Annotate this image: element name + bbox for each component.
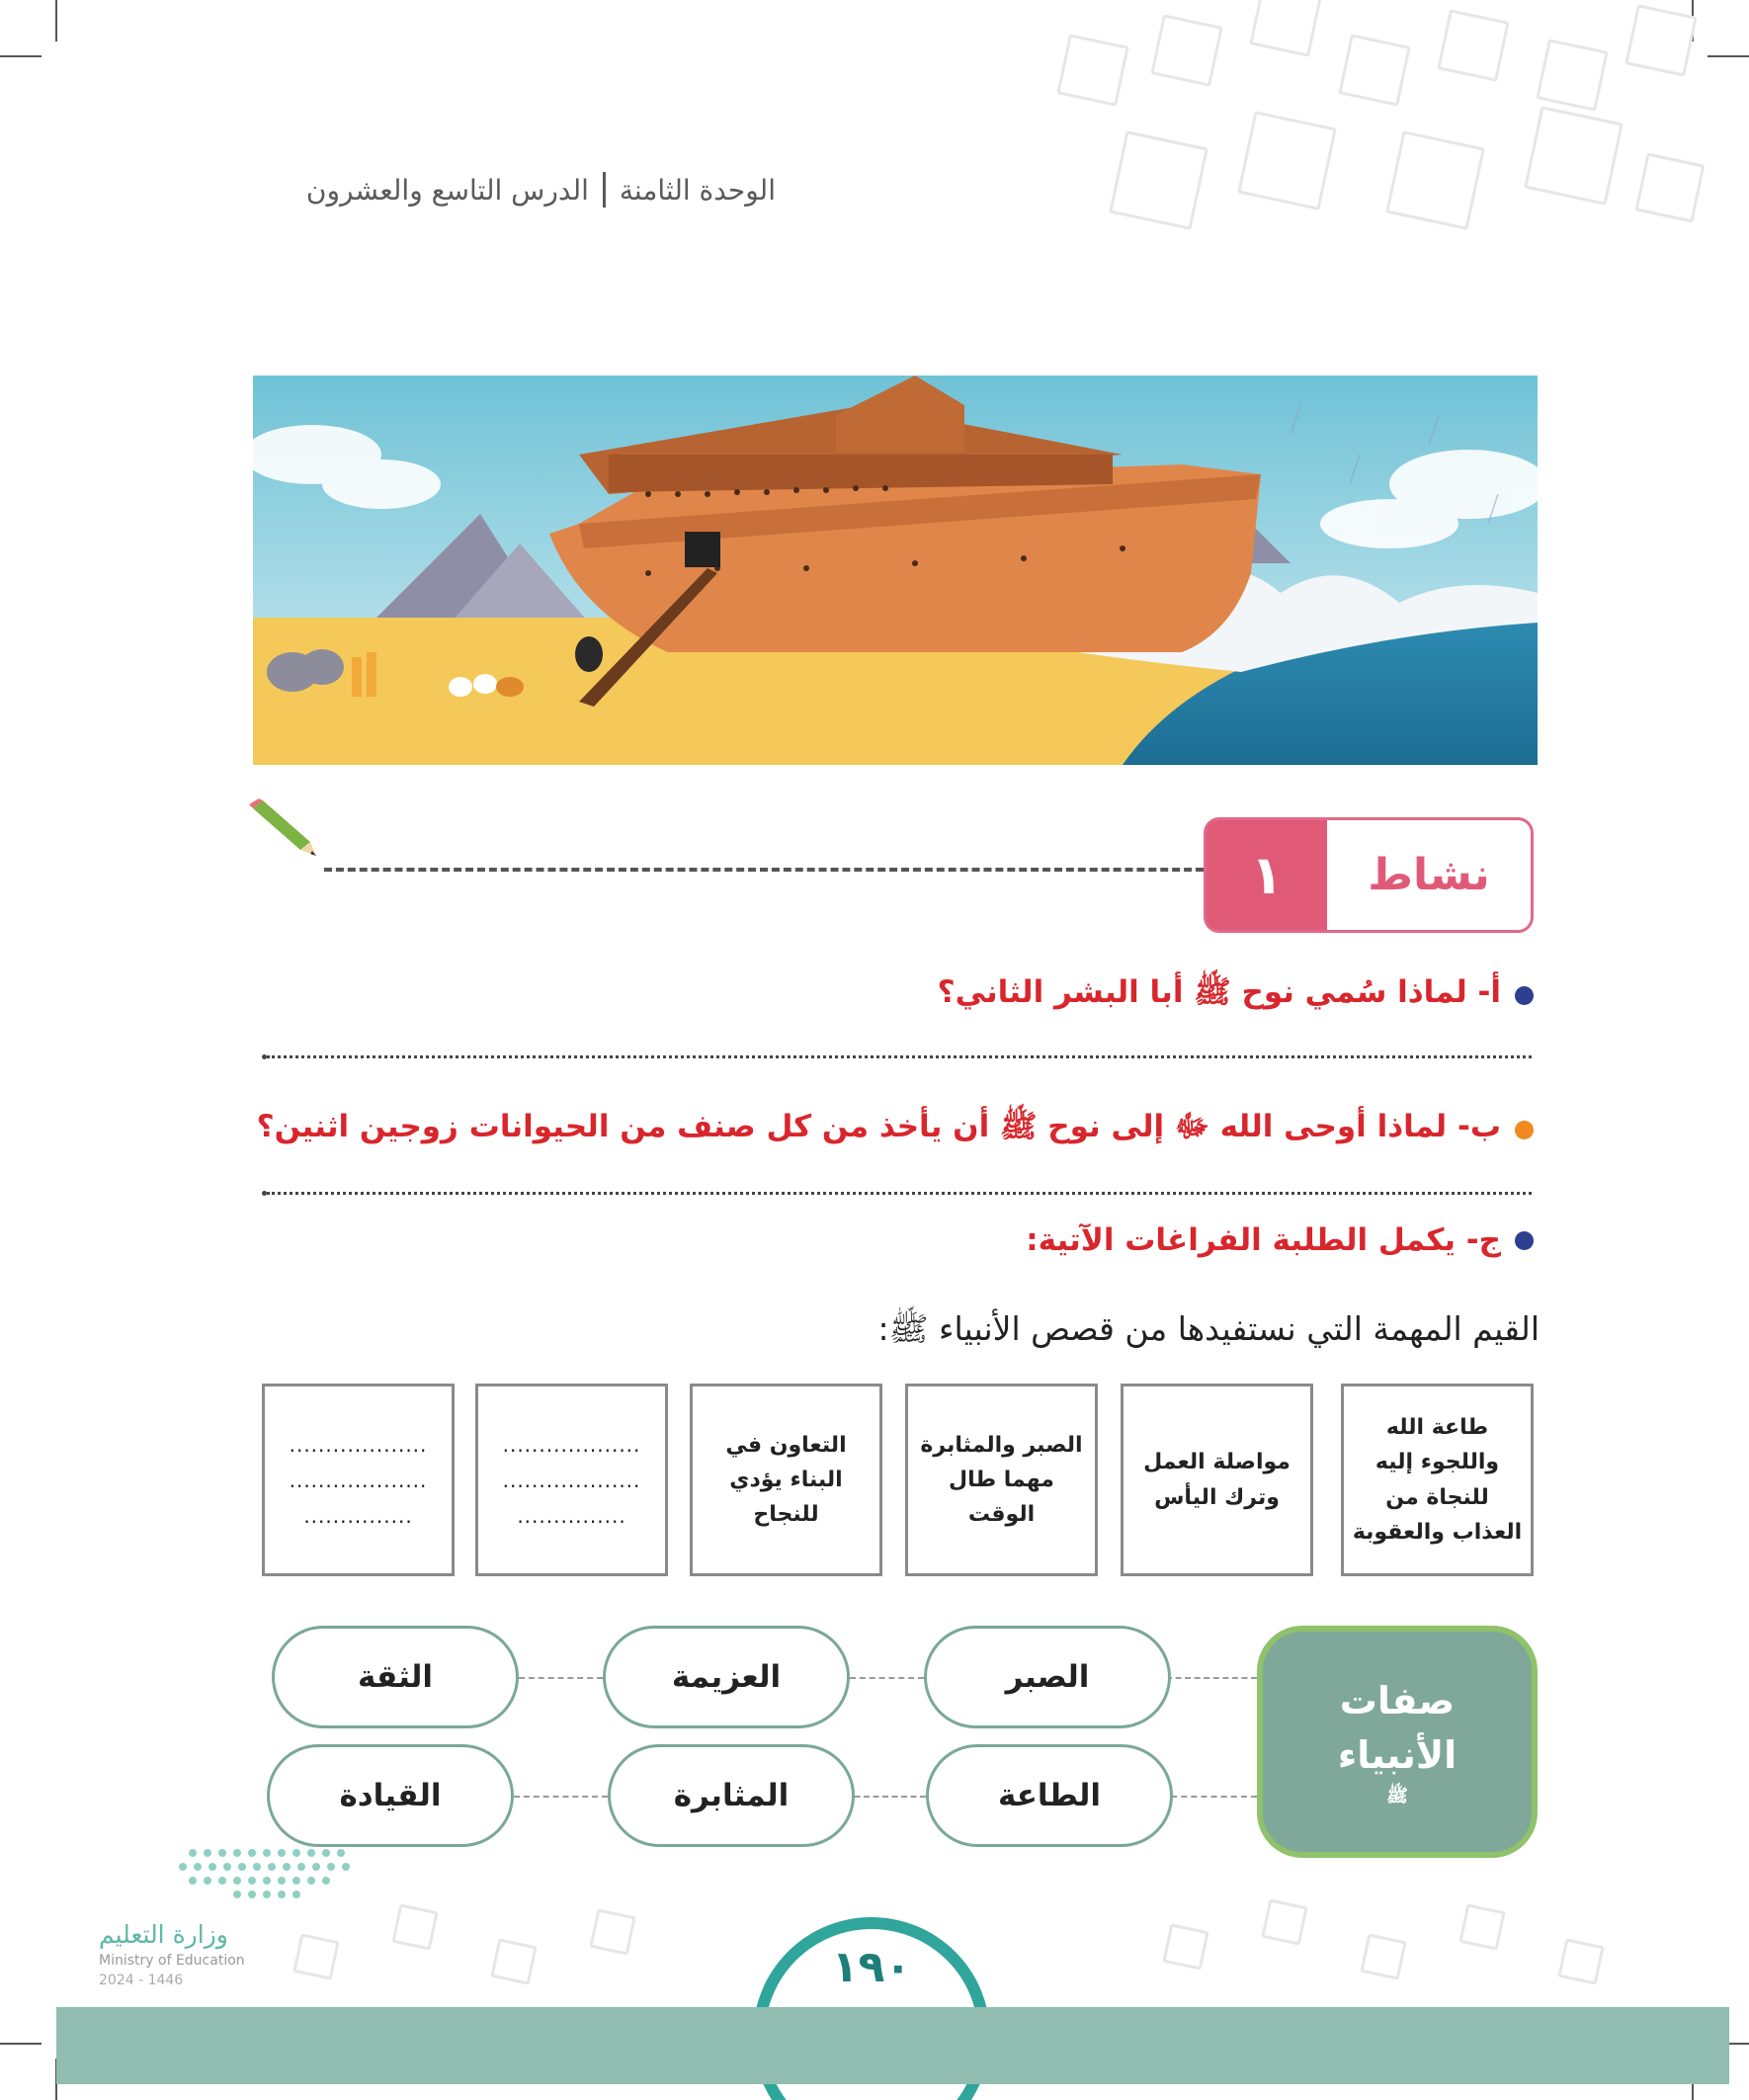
connector-line: [519, 1677, 603, 1679]
activity-label: نشاط: [1368, 850, 1490, 900]
question-text: أ- لماذا سُمي نوح ﷺ أبا البشر الثاني؟: [937, 974, 1501, 1010]
honorific-glyph: ﷺ: [1386, 1785, 1408, 1806]
trait-pill: [608, 1744, 855, 1847]
blank-line: ...................: [289, 1432, 428, 1457]
value-box: [690, 1384, 882, 1576]
blank-line: ...............: [303, 1503, 413, 1528]
value-box: [1341, 1384, 1534, 1576]
ministry-name-arabic: وزارة التعليم: [99, 1920, 228, 1949]
crop-mark: [0, 55, 42, 57]
decorative-pattern-bottom: [277, 1897, 1709, 1996]
header-separator: [603, 172, 606, 208]
trait-pill: [272, 1626, 519, 1728]
question-c: [1026, 1222, 1534, 1258]
trait-pill: [603, 1626, 850, 1728]
activity-dash-line: [324, 868, 1204, 872]
question-b: [257, 1108, 1534, 1152]
connector-line: [845, 1796, 926, 1798]
value-text: طاعة الله واللجوء إليه للنجاة من العذاب والعقوبة: [1352, 1415, 1523, 1545]
blank-value-box[interactable]: [475, 1384, 668, 1576]
traits-title-line1: صفات: [1339, 1679, 1456, 1723]
bullet-icon: [1515, 1121, 1534, 1139]
trait-label: القيادة: [339, 1778, 442, 1813]
ministry-name-english: Ministry of Education: [99, 1953, 245, 1969]
crop-mark: [1707, 55, 1749, 57]
crop-mark: [55, 0, 57, 42]
prophets-traits-heading: [1257, 1626, 1538, 1858]
trait-label: المثابرة: [673, 1778, 790, 1813]
activity-number: ١: [1207, 820, 1327, 930]
question-text: ب- لماذا أوحى الله ﷻ إلى نوح ﷺ أن يأخذ من كل صنف من الحيوانات زوجين اثنين؟: [256, 1109, 1501, 1144]
value-box: [1121, 1384, 1313, 1576]
connector-line: [514, 1796, 608, 1798]
activity-badge: [1204, 817, 1534, 933]
trait-pill: [267, 1744, 514, 1847]
blank-line: ...................: [502, 1432, 641, 1457]
edition-year: 2024 - 1446: [99, 1973, 184, 1988]
blank-line: ...................: [502, 1468, 641, 1492]
trait-label: الطاعة: [997, 1778, 1102, 1813]
trait-pill: [924, 1626, 1171, 1728]
answer-line-b[interactable]: [267, 1192, 1532, 1195]
unit-title: الوحدة الثامنة: [619, 173, 776, 207]
crop-mark: [0, 2043, 42, 2045]
value-text: الصبر والمثابرة مهما طال الوقت: [920, 1432, 1083, 1528]
noahs-ark-illustration: [253, 376, 1538, 765]
blank-line: ...............: [517, 1503, 626, 1528]
page-number: ١٩٠: [831, 1942, 912, 1992]
lesson-header: [247, 170, 776, 210]
blank-line: ...................: [289, 1468, 428, 1492]
bullet-icon: [1515, 986, 1534, 1005]
bullet-icon: [1515, 1231, 1534, 1250]
value-box: [905, 1384, 1098, 1576]
trait-pill: [926, 1744, 1173, 1847]
values-intro: القيم المهمة التي نستفيدها من قصص الأنبياء ﷺ:: [877, 1309, 1540, 1348]
question-text: ج- يكمل الطلبة الفراغات الآتية:: [1026, 1222, 1501, 1258]
value-text: مواصلة العمل وترك اليأس: [1143, 1450, 1291, 1510]
blank-value-box[interactable]: [262, 1384, 455, 1576]
lesson-title: الدرس التاسع والعشرون: [305, 173, 589, 207]
connector-line: [1166, 1677, 1257, 1679]
footer-band: [56, 2007, 1729, 2084]
answer-line-a[interactable]: [267, 1055, 1532, 1058]
trait-label: الصبر: [1005, 1659, 1090, 1695]
trait-label: الثقة: [357, 1659, 434, 1695]
question-a: [938, 973, 1534, 1018]
decorative-pattern-top: [1028, 0, 1709, 267]
value-text: التعاون في البناء يؤدي للنجاح: [725, 1432, 847, 1528]
traits-title-line2: الأنبياء: [1337, 1733, 1458, 1778]
pencil-icon: [249, 798, 318, 862]
connector-line: [1161, 1796, 1257, 1798]
connector-line: [850, 1677, 924, 1679]
trait-label: العزيمة: [671, 1659, 782, 1695]
